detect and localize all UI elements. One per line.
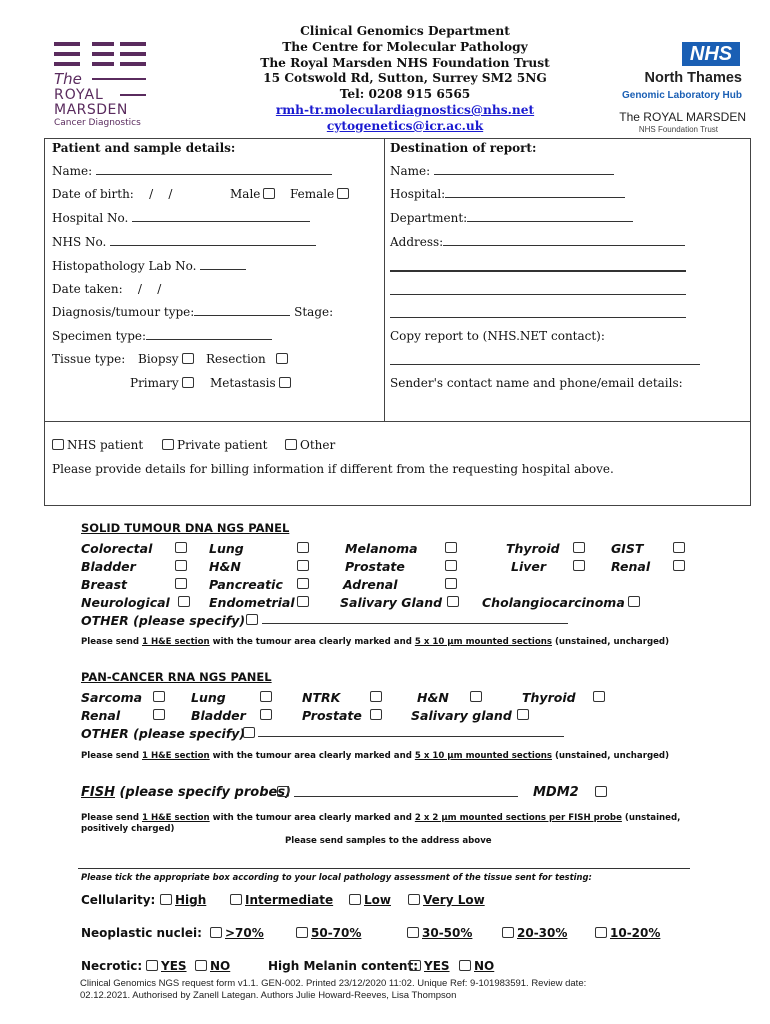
neoplastic-30-50-option[interactable]: 30-50% [407,926,472,940]
pan-hn-checkbox[interactable] [470,691,482,702]
pan-lung: Lung [191,690,226,705]
solid-prostate: Prostate [345,559,405,574]
pan-thyroid: Thyroid [522,690,576,705]
fish-label: FISH (please specify probes) [81,785,291,800]
pan-sample-note: Please send 1 H&E section with the tumour area clearly marked and 5 x 10 µm mounted sections (unstained, uncharged) [81,751,670,761]
other-checkbox[interactable]: Other [285,438,335,452]
send-address-note: Please send samples to the address above [285,836,492,846]
neoplastic-50-70-option[interactable]: 50-70% [296,926,361,940]
pan-other-label: OTHER (please specify) [81,726,246,741]
solid-gist: GIST [611,541,644,556]
assessment-instruction: Please tick the appropriate box according to your local pathology assessment of the tissue sent for testing: [81,872,592,882]
necrotic-yes-option[interactable]: YES [146,959,187,973]
header-line-4: 15 Cotswold Rd, Sutton, Surrey SM2 5NG [263,71,547,86]
logo-royal: ROYAL [54,87,104,103]
solid-salivary-checkbox[interactable] [447,596,459,607]
form-footer [80,978,680,1001]
pan-salivary-checkbox[interactable] [517,709,529,720]
pan-sarcoma-checkbox[interactable] [153,691,165,702]
pan-lung-checkbox[interactable] [260,691,272,702]
trust-logo-label: The ROYAL MARSDEN [619,110,746,124]
solid-renal: Renal [611,559,651,574]
solid-salivary: Salivary Gland [340,595,443,610]
solid-renal-checkbox[interactable] [673,560,685,571]
dest-name-field[interactable]: Name: [390,164,614,178]
pan-other-field[interactable] [258,726,564,737]
solid-colorectal-checkbox[interactable] [175,542,187,553]
solid-cholangio: Cholangiocarcinoma [482,595,625,610]
solid-liver-checkbox[interactable] [573,560,585,571]
biopsy-checkbox[interactable]: Biopsy [138,352,197,366]
north-thames-label: North Thames [644,70,742,86]
solid-colorectal: Colorectal [81,541,153,556]
pan-renal: Renal [81,708,121,723]
department-header [220,24,590,135]
necrotic-label: Necrotic: [81,959,143,973]
nhs-patient-checkbox[interactable]: NHS patient [52,438,143,452]
pan-other-checkbox[interactable] [243,727,255,738]
solid-liver: Liver [511,559,547,574]
cellularity-intermediate-option[interactable]: Intermediate [230,893,333,907]
pan-panel-title: PAN-CANCER RNA NGS PANEL [81,670,272,684]
solid-bladder: Bladder [81,559,136,574]
male-checkbox[interactable]: Male [230,187,278,201]
cellularity-very-low-option[interactable]: Very Low [408,893,485,907]
pan-prostate: Prostate [302,708,362,723]
solid-other-field[interactable] [262,613,568,624]
metastasis-checkbox[interactable]: Metastasis [210,376,294,390]
header-line-2: The Centre for Molecular Pathology [282,39,528,54]
solid-neurological: Neurological [81,595,170,610]
specimen-field[interactable]: Specimen type: [52,329,272,343]
mdm2-checkbox[interactable] [595,786,607,797]
dest-address-field[interactable]: Address: [390,235,685,249]
column-divider [384,138,385,421]
solid-sample-note: Please send 1 H&E section with the tumour area clearly marked and 5 x 10 µm mounted sections (unstained, uncharged) [81,637,670,647]
trust-sub-label: NHS Foundation Trust [638,125,718,134]
melanin-yes-option[interactable]: YES [409,959,450,973]
sender-contact-label: Sender's contact name and phone/email details: [390,376,683,390]
solid-endometrial-checkbox[interactable] [297,596,309,607]
billing-divider [44,421,750,422]
logo-the: The [54,70,82,88]
mdm2-label: MDM2 [533,785,579,800]
solid-thyroid-checkbox[interactable] [573,542,585,553]
melanin-label: High Melanin content: [268,959,418,973]
dob-field[interactable]: Date of birth: / / [52,187,173,201]
solid-breast-checkbox[interactable] [175,578,187,589]
nhs-logo: NHS [682,42,740,66]
dest-department-field[interactable]: Department: [390,211,633,225]
tissue-type-label: Tissue type: [52,352,126,366]
pan-bladder-checkbox[interactable] [260,709,272,720]
patient-name-field[interactable]: Name: [52,164,332,178]
copy-report-field[interactable] [390,354,700,365]
pan-hn: H&N [417,690,449,705]
date-taken-field[interactable]: Date taken: / / [52,282,162,296]
solid-pancreatic-checkbox[interactable] [297,578,309,589]
cellularity-high-option[interactable]: High [160,893,206,907]
pan-bladder: Bladder [191,708,246,723]
necrotic-no-option[interactable]: NO [195,959,230,973]
pan-ntrk-checkbox[interactable] [370,691,382,702]
logo-sub: Cancer Diagnostics [54,118,141,128]
destination-heading: Destination of report: [390,141,537,155]
fish-checkbox[interactable] [277,786,289,797]
primary-checkbox[interactable]: Primary [130,376,197,390]
logo-marsden: MARSDEN [54,102,128,118]
fish-sample-note: Please send 1 H&E section with the tumour area clearly marked and 2 x 2 µm mounted sections per FISH probe (unstained, positively charged) [81,813,681,834]
address-line-3[interactable] [390,284,686,295]
fish-probes-field[interactable] [294,786,518,797]
cellularity-low-option[interactable]: Low [349,893,391,907]
pan-sarcoma: Sarcoma [81,690,143,705]
dest-hospital-field[interactable]: Hospital: [390,187,625,201]
neoplastic-70-option[interactable]: >70% [210,926,264,940]
patient-heading: Patient and sample details: [52,141,236,155]
diagnosis-field[interactable]: Diagnosis/tumour type: Stage: [52,305,334,319]
email-link-cytogenetics[interactable]: cytogenetics@icr.ac.uk [326,118,484,133]
address-line-2[interactable] [390,260,686,272]
footer-line-2: 02.12.2021. Authorised by Zanell Lategan. Authors Julie Howard-Reeves, Lisa Thompson [80,989,457,1001]
pan-thyroid-checkbox[interactable] [593,691,605,702]
pan-ntrk: NTRK [302,690,341,705]
address-line-4[interactable] [390,307,686,318]
solid-other-checkbox[interactable] [246,614,258,625]
solid-adrenal-checkbox[interactable] [445,578,457,589]
header-line-1: Clinical Genomics Department [300,24,510,38]
solid-adrenal: Adrenal [343,577,398,592]
footer-line-1: Clinical Genomics NGS request form v1.1. GEN-002. Printed 23/12/2020 11:02. Unique Ref: 9-101983591. Review date: [80,978,587,989]
genomic-hub-label: Genomic Laboratory Hub [621,90,742,101]
nhs-no-field[interactable]: NHS No. [52,235,316,249]
solid-prostate-checkbox[interactable] [445,560,457,571]
solid-gist-checkbox[interactable] [673,542,685,553]
copy-report-label: Copy report to (NHS.NET contact): [390,329,605,343]
hospital-no-field[interactable]: Hospital No. [52,211,310,225]
cellularity-label: Cellularity: [81,893,156,907]
resection-checkbox[interactable]: Resection [206,352,291,366]
solid-endometrial: Endometrial [209,595,295,610]
assessment-divider [78,868,690,869]
solid-hn: H&N [209,559,241,574]
melanin-no-option[interactable]: NO [459,959,494,973]
solid-bladder-checkbox[interactable] [175,560,187,571]
private-patient-checkbox[interactable]: Private patient [162,438,267,452]
neoplastic-10-20-option[interactable]: 10-20% [595,926,660,940]
histo-lab-field[interactable]: Histopathology Lab No. [52,259,246,273]
pan-prostate-checkbox[interactable] [370,709,382,720]
pan-salivary: Salivary gland [411,708,512,723]
email-link-molecular[interactable]: rmh-tr.moleculardiagnostics@nhs.net [275,102,535,117]
solid-cholangio-checkbox[interactable] [628,596,640,607]
solid-pancreatic: Pancreatic [209,577,283,592]
solid-melanoma: Melanoma [345,541,418,556]
solid-lung-checkbox[interactable] [297,542,309,553]
solid-hn-checkbox[interactable] [297,560,309,571]
solid-neurological-checkbox[interactable] [178,596,190,607]
solid-melanoma-checkbox[interactable] [445,542,457,553]
royal-marsden-logo [54,40,154,132]
solid-panel-title: SOLID TUMOUR DNA NGS PANEL [81,521,290,535]
solid-breast: Breast [81,577,128,592]
female-checkbox[interactable]: Female [290,187,352,201]
header-line-5: Tel: 0208 915 6565 [339,87,471,102]
billing-note: Please provide details for billing information if different from the requesting hospital above. [52,462,614,476]
solid-thyroid: Thyroid [506,541,560,556]
solid-other-label: OTHER (please specify) [81,613,246,628]
neoplastic-20-30-option[interactable]: 20-30% [502,926,567,940]
header-line-3: The Royal Marsden NHS Foundation Trust [260,55,550,70]
solid-lung: Lung [209,541,244,556]
pan-renal-checkbox[interactable] [153,709,165,720]
neoplastic-label: Neoplastic nuclei: [81,926,202,940]
